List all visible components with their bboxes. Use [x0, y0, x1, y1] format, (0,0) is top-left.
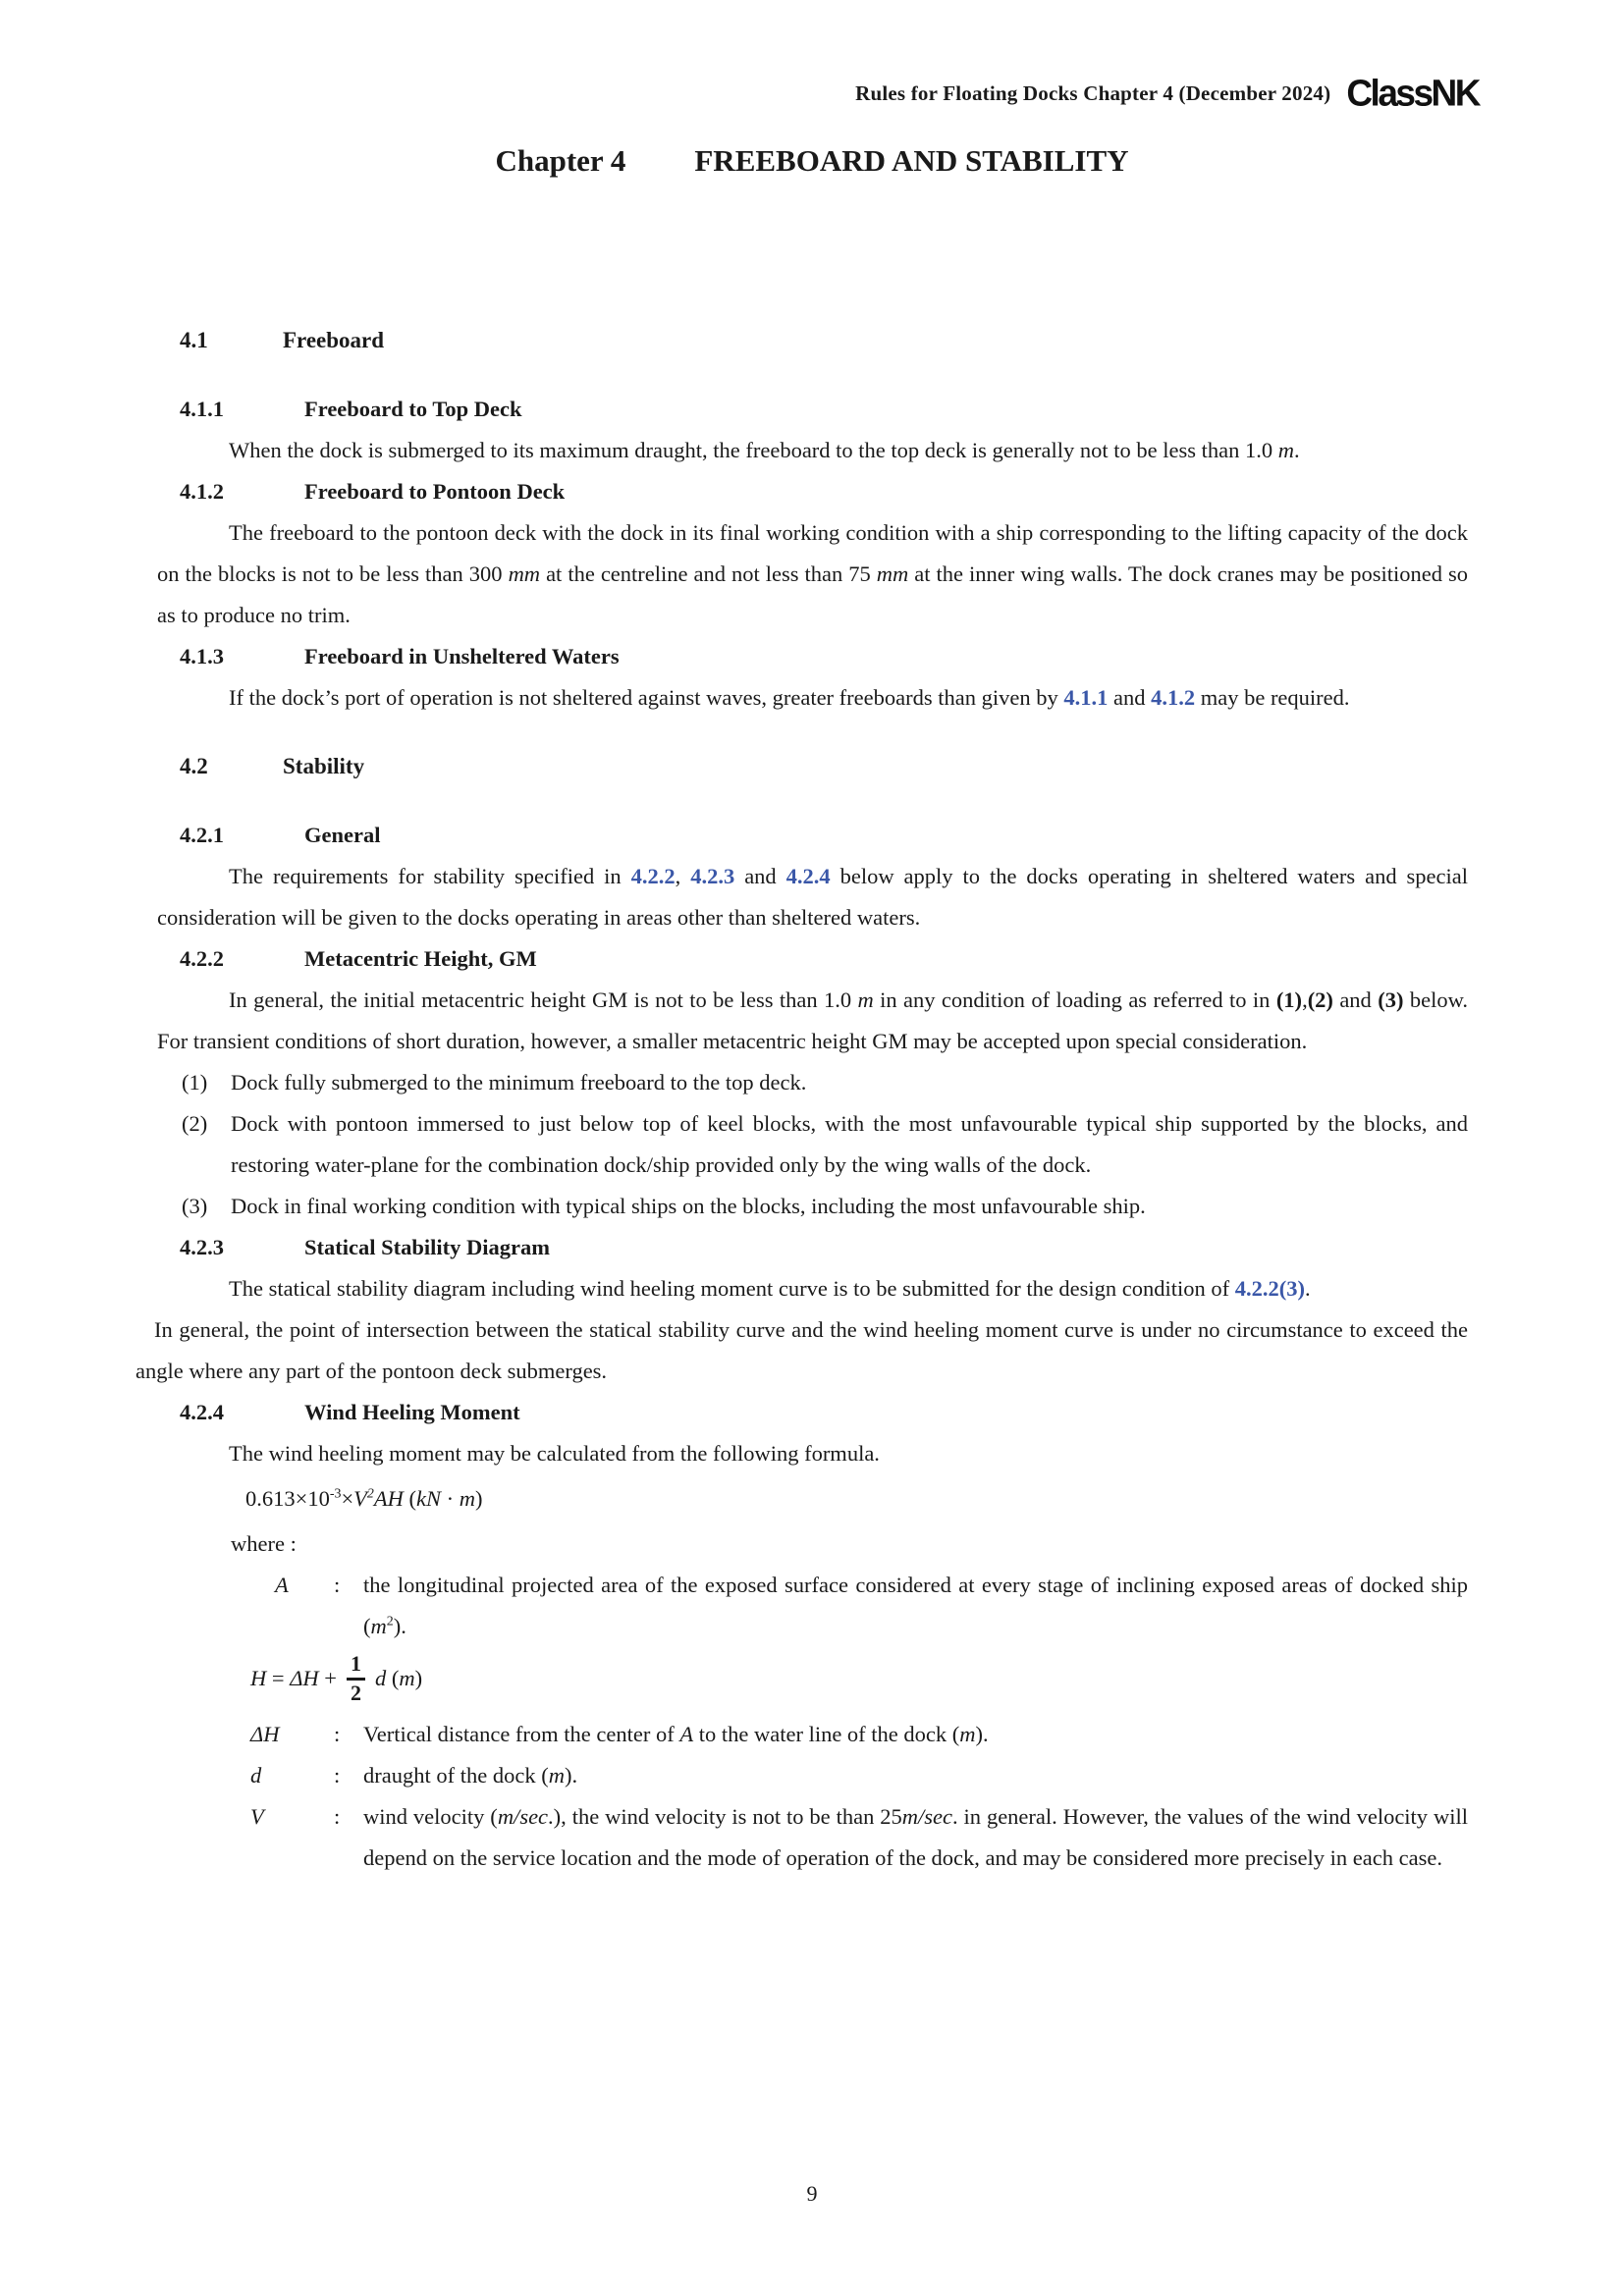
- text-segment: and: [1108, 685, 1152, 710]
- text-segment: d: [250, 1763, 262, 1788]
- section-heading-4-1-2: [180, 471, 1468, 512]
- text-segment: (: [386, 1666, 400, 1690]
- section-number: 4.2.1: [180, 823, 224, 847]
- text-segment: -3: [329, 1486, 342, 1502]
- paragraph-4-2-4: [157, 1433, 1468, 1474]
- text-segment: The freeboard to the pontoon deck with the dock in its final working condition with a ship corresponding to the lifting capacity of the dock on the blocks is not to be less than 300: [157, 520, 1468, 586]
- section-heading-4-2-2: [180, 938, 1468, 980]
- section-heading-4-2-4: [180, 1392, 1468, 1433]
- definition-d: [157, 1755, 1468, 1796]
- text-segment: and: [1332, 988, 1379, 1012]
- text-segment: Dock fully submerged to the minimum freeboard to the top deck.: [231, 1070, 807, 1095]
- text-segment: m: [370, 1614, 387, 1638]
- text-segment: ).: [564, 1763, 578, 1788]
- section-number: 4.2.4: [180, 1400, 224, 1424]
- text-segment: (3): [1378, 988, 1404, 1012]
- definition-symbol: [250, 1796, 334, 1879]
- section-heading-4-2-3: [180, 1227, 1468, 1268]
- section-number: 4.2: [180, 754, 208, 778]
- text-segment: A: [275, 1573, 289, 1597]
- text-segment: in any condition of loading as referred to in: [873, 988, 1276, 1012]
- text-segment: ·: [441, 1486, 460, 1511]
- item-text: [231, 1070, 806, 1095]
- definition-symbol: [275, 1565, 334, 1647]
- section-heading-4-1: [180, 320, 1468, 361]
- text-segment: Vertical distance from the center of: [363, 1722, 680, 1746]
- list-item: [157, 1062, 1468, 1103]
- fraction-numerator: 1: [347, 1652, 365, 1680]
- cross-reference-link[interactable]: 4.1.2: [1151, 685, 1196, 710]
- definition-colon: :: [334, 1804, 341, 1829]
- text-segment: the longitudinal projected area of the exposed surface considered at every stage of inclining exposed areas of docked ship (: [363, 1573, 1468, 1638]
- text-segment: and: [734, 864, 786, 888]
- list-item: [157, 1103, 1468, 1186]
- text-segment: If the dock’s port of operation is not sheltered against waves, greater freeboards than given by: [229, 685, 1064, 710]
- chapter-heading: [0, 143, 1624, 179]
- text-segment: d: [375, 1666, 387, 1690]
- text-segment: V: [353, 1486, 367, 1511]
- paragraph-4-2-2: [157, 980, 1468, 1062]
- text-segment: . in general. However, the values of the wind velocity will depend on the service location and the mode of operation of the dock, and may be considered more precisely in each case.: [363, 1804, 1468, 1870]
- section-title: Freeboard to Pontoon Deck: [304, 479, 566, 504]
- text-segment: (2): [1307, 988, 1333, 1012]
- text-segment: ΔH: [290, 1666, 319, 1690]
- paragraph-4-2-3-a: [157, 1268, 1468, 1309]
- cross-reference-link[interactable]: 4.1.1: [1063, 685, 1109, 710]
- section-heading-4-1-1: [180, 389, 1468, 430]
- definition-colon: :: [334, 1573, 341, 1597]
- fraction-denominator: 2: [351, 1680, 361, 1705]
- text-segment: kN: [416, 1486, 441, 1511]
- definition-text: [363, 1755, 1468, 1796]
- item-marker: (3): [182, 1194, 208, 1218]
- section-title: Freeboard: [283, 328, 385, 352]
- text-segment: Dock in final working condition with typical ships on the blocks, including the most unfavourable ship.: [231, 1194, 1146, 1218]
- item-text: [231, 1111, 1468, 1177]
- text-segment: m/sec: [497, 1804, 549, 1829]
- text-segment: 2: [366, 1486, 374, 1502]
- definition-text: [363, 1796, 1468, 1879]
- paragraph-4-1-3: [157, 677, 1468, 719]
- classnk-logo: ClassNK: [1346, 72, 1479, 114]
- definition-delta-H: [157, 1714, 1468, 1755]
- text-segment: 0.613×10: [245, 1486, 330, 1511]
- paragraph-4-1-1: [157, 430, 1468, 471]
- where-label: where :: [231, 1531, 297, 1556]
- section-heading-4-2-1: [180, 815, 1468, 856]
- section-number: 4.1.2: [180, 479, 224, 504]
- text-segment: ,: [675, 864, 691, 888]
- list-item: [157, 1186, 1468, 1227]
- wind-moment-formula: [245, 1478, 1468, 1520]
- section-number: 4.1: [180, 328, 208, 352]
- text-segment: ).: [975, 1722, 989, 1746]
- definition-V: [157, 1796, 1468, 1879]
- text-segment: to the water line of the dock (: [693, 1722, 960, 1746]
- text-segment: m: [1277, 438, 1294, 462]
- section-number: 4.1.3: [180, 644, 224, 668]
- section-title: Wind Heeling Moment: [304, 1400, 520, 1424]
- text-segment: In general, the initial metacentric height GM is not to be less than 1.0: [229, 988, 858, 1012]
- section-number: 4.2.2: [180, 946, 224, 971]
- text-segment: Dock with pontoon immersed to just below top of keel blocks, with the most unfavourable typical ship supported by the blocks, and restoring water-plane for the combination dock/ship provided only by the wing walls of the dock.: [231, 1111, 1468, 1177]
- text-segment: A: [679, 1722, 694, 1746]
- text-segment: below apply to the docks operating in sheltered waters and special consideration will be given to the docks operating in areas other than sheltered waters.: [157, 864, 1468, 930]
- text-segment: may be required.: [1195, 685, 1350, 710]
- definition-colon: :: [334, 1763, 341, 1788]
- item-marker: (2): [182, 1111, 208, 1136]
- text-segment: The requirements for stability specified in: [229, 864, 631, 888]
- text-segment: ).: [393, 1614, 406, 1638]
- text-segment: ,: [1302, 988, 1308, 1012]
- section-title: Statical Stability Diagram: [304, 1235, 550, 1259]
- text-segment: m: [959, 1722, 976, 1746]
- definition-A: [157, 1565, 1468, 1647]
- text-segment: (: [403, 1486, 416, 1511]
- formula-lead: [250, 1658, 337, 1699]
- cross-reference-link[interactable]: 4.2.2(3): [1234, 1276, 1306, 1301]
- text-segment: The wind heeling moment may be calculated from the following formula.: [229, 1441, 880, 1466]
- section-number: 4.2.3: [180, 1235, 224, 1259]
- text-segment: at the inner wing walls. The dock cranes may be positioned so as to produce no trim.: [157, 561, 1468, 627]
- text-segment: ): [475, 1486, 483, 1511]
- text-segment: m: [548, 1763, 565, 1788]
- definition-colon: :: [334, 1722, 341, 1746]
- item-marker: (1): [182, 1070, 208, 1095]
- section-title: Stability: [283, 754, 365, 778]
- page-header: [855, 73, 1479, 114]
- text-segment: at the centreline and not less than 75: [540, 561, 877, 586]
- page-number: 9: [806, 2181, 818, 2206]
- chapter-label: Chapter 4: [495, 143, 626, 178]
- text-segment: m: [459, 1486, 475, 1511]
- text-segment: AH: [373, 1486, 404, 1511]
- section-title: Freeboard to Top Deck: [304, 397, 522, 421]
- paragraph-4-2-1: [157, 856, 1468, 938]
- text-segment: draught of the dock (: [363, 1763, 549, 1788]
- definition-text: [363, 1565, 1468, 1647]
- chapter-title: FREEBOARD AND STABILITY: [694, 143, 1129, 178]
- formula-tail: [375, 1658, 422, 1699]
- text-segment: =: [266, 1666, 291, 1690]
- definition-symbol: [250, 1755, 334, 1796]
- text-segment: mm: [508, 561, 541, 586]
- section-title: Freeboard in Unsheltered Waters: [304, 644, 620, 668]
- text-segment: H: [250, 1666, 267, 1690]
- text-segment: .: [1293, 438, 1300, 462]
- section-heading-4-1-3: [180, 636, 1468, 677]
- text-segment: ×: [341, 1486, 354, 1511]
- section-heading-4-2: [180, 746, 1468, 787]
- document-content: [135, 320, 1468, 1879]
- text-segment: m: [399, 1666, 415, 1690]
- paragraph-4-1-2: [157, 512, 1468, 636]
- text-segment: wind velocity (: [363, 1804, 498, 1829]
- text-segment: The statical stability diagram including wind heeling moment curve is to be submitted for the design condition of: [229, 1276, 1235, 1301]
- definition-symbol: [250, 1714, 334, 1755]
- text-segment: m/sec: [901, 1804, 952, 1829]
- text-segment: (1): [1275, 988, 1303, 1012]
- text-segment: .: [1305, 1276, 1311, 1301]
- text-segment: .), the wind velocity is not to be than 25: [548, 1804, 902, 1829]
- fraction: [347, 1652, 365, 1704]
- text-segment: ): [414, 1666, 423, 1690]
- height-formula: [250, 1647, 1468, 1710]
- text-segment: m: [857, 988, 874, 1012]
- text-segment: mm: [876, 561, 909, 586]
- text-segment: 2: [386, 1614, 394, 1629]
- text-segment: +: [318, 1666, 337, 1690]
- text-segment: ΔH: [250, 1722, 280, 1746]
- section-title: General: [304, 823, 381, 847]
- header-title: Rules for Floating Docks Chapter 4 (December 2024): [855, 80, 1331, 105]
- cross-reference-link[interactable]: 4.2.3: [690, 864, 735, 888]
- cross-reference-link[interactable]: 4.2.4: [785, 864, 831, 888]
- numbered-list-4-2-2: [157, 1062, 1468, 1227]
- cross-reference-link[interactable]: 4.2.2: [630, 864, 676, 888]
- definition-text: [363, 1714, 1468, 1755]
- text-segment: V: [250, 1804, 264, 1829]
- item-text: [231, 1194, 1146, 1218]
- text-segment: In general, the point of intersection between the statical stability curve and the wind heeling moment curve is under no circumstance to exceed the angle where any part of the pontoon deck submerges.: [135, 1317, 1468, 1383]
- section-number: 4.1.1: [180, 397, 224, 421]
- paragraph-4-2-3-b: [135, 1309, 1468, 1392]
- section-title: Metacentric Height, GM: [304, 946, 537, 971]
- text-segment: below. For transient conditions of short duration, however, a smaller metacentric height GM may be accepted upon special consideration.: [157, 988, 1468, 1053]
- text-segment: When the dock is submerged to its maximum draught, the freeboard to the top deck is generally not to be less than 1.0: [229, 438, 1278, 462]
